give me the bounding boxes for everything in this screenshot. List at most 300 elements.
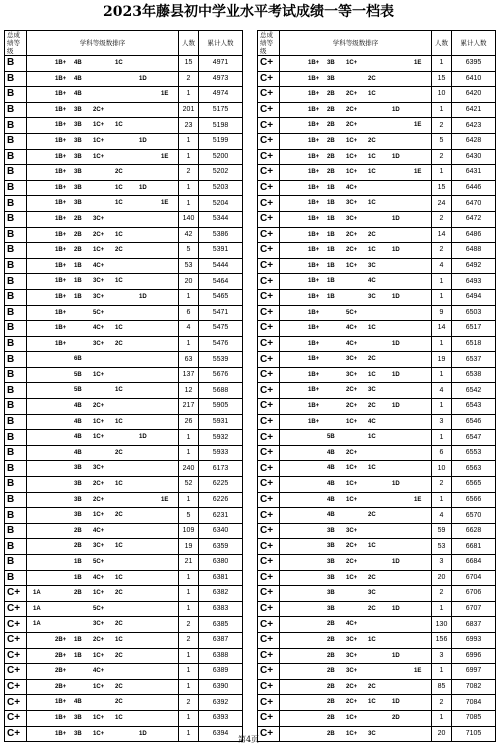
cumulative-cell: 5471: [199, 305, 243, 321]
cumulative-cell: 5933: [199, 445, 243, 461]
table-row: [5, 586, 243, 602]
header-row: [5, 31, 243, 56]
grade-token: 2B: [327, 137, 335, 144]
grade-token: 1C+: [93, 652, 105, 659]
count-cell: 1: [179, 445, 199, 461]
grade-token: 2C+: [346, 91, 358, 98]
table-row: [258, 445, 496, 461]
subject-combo-cell: [280, 430, 432, 446]
total-level-cell: C+: [258, 492, 280, 508]
grade-token: 1B+: [308, 137, 320, 144]
grade-token: 2C: [368, 683, 376, 690]
cumulative-cell: 6231: [199, 508, 243, 524]
grade-token: 1C: [368, 465, 376, 472]
grade-token: 1B+: [55, 325, 67, 332]
grade-token: 4B: [327, 449, 335, 456]
grade-token: 2B+: [55, 636, 67, 643]
grade-token: 2B: [74, 527, 82, 534]
grade-token: 1B+: [55, 699, 67, 706]
grade-token: 1B: [327, 262, 335, 269]
cumulative-cell: 6381: [199, 570, 243, 586]
grade-token: 1B+: [308, 215, 320, 222]
grade-token: 2B: [327, 699, 335, 706]
cumulative-cell: 6563: [452, 461, 496, 477]
total-level-cell: B: [5, 461, 27, 477]
table-row: [5, 679, 243, 695]
count-cell: 1: [432, 102, 452, 118]
count-cell: 42: [179, 227, 199, 243]
table-row: [258, 508, 496, 524]
grade-token: 1C: [368, 200, 376, 207]
table-row: [258, 87, 496, 103]
subject-combo-cell: [27, 196, 179, 212]
page-number: 第4页: [237, 735, 260, 744]
grade-token: 1B+: [55, 60, 67, 66]
grade-token: 1A: [33, 621, 41, 628]
grade-token: 1C: [115, 418, 123, 425]
subject-combo-cell: [27, 336, 179, 352]
grade-token: 1C: [368, 153, 376, 160]
total-level-cell: C+: [258, 695, 280, 711]
grade-token: 1C+: [346, 481, 358, 488]
count-cell: 1: [432, 399, 452, 415]
grade-token: 1B+: [308, 309, 320, 316]
total-level-cell: C+: [5, 586, 27, 602]
total-level-cell: B: [5, 71, 27, 87]
subject-combo-cell: [27, 133, 179, 149]
count-cell: 1: [179, 87, 199, 103]
total-level-cell: C+: [258, 149, 280, 165]
grade-token: 1C: [115, 278, 123, 285]
grade-token: 1C+: [93, 137, 105, 144]
table-row: [258, 648, 496, 664]
table-row: [258, 367, 496, 383]
grade-token: 1C: [368, 91, 376, 98]
table-row: [258, 523, 496, 539]
grade-token: 1B+: [55, 153, 67, 160]
grade-token: 1C: [115, 200, 123, 207]
table-row: [258, 352, 496, 368]
table-row: [258, 305, 496, 321]
cumulative-cell: 5932: [199, 430, 243, 446]
grade-token: 1C+: [346, 169, 358, 176]
table-row: [258, 555, 496, 571]
header-count: 人数: [179, 31, 199, 56]
grade-token: 1C: [115, 122, 123, 129]
grade-token: 1A: [33, 590, 41, 597]
grade-token: 1B+: [55, 278, 67, 285]
count-cell: 23: [179, 118, 199, 134]
table-row: [5, 118, 243, 134]
grade-token: 2B: [74, 231, 82, 238]
subject-combo-cell: [280, 508, 432, 524]
table-row: [258, 243, 496, 259]
total-level-cell: C+: [5, 632, 27, 648]
grade-token: 1B+: [55, 215, 67, 222]
grade-token: 1B+: [55, 247, 67, 254]
cumulative-cell: 6553: [452, 445, 496, 461]
table-row: [258, 258, 496, 274]
grade-token: 2C: [115, 683, 123, 690]
cumulative-cell: 6546: [452, 414, 496, 430]
subject-combo-cell: [27, 165, 179, 181]
grade-token: 1B+: [308, 106, 320, 113]
cumulative-cell: 6380: [199, 555, 243, 571]
grade-token: 1C+: [93, 434, 105, 441]
cumulative-cell: 6628: [452, 523, 496, 539]
total-level-cell: C+: [258, 555, 280, 571]
grade-token: 2C: [115, 169, 123, 176]
total-level-cell: B: [5, 289, 27, 305]
grade-token: 2B: [327, 668, 335, 675]
grade-token: 1B: [74, 636, 82, 643]
cumulative-cell: 6173: [199, 461, 243, 477]
grade-token: 3C: [368, 730, 376, 737]
grade-token: 1D: [139, 293, 147, 300]
total-level-cell: B: [5, 196, 27, 212]
grade-token: 1C: [115, 60, 123, 66]
subject-combo-cell: [27, 383, 179, 399]
table-row: [5, 274, 243, 290]
grade-token: 4B: [327, 481, 335, 488]
grade-token: 1D: [139, 184, 147, 191]
table-row: [5, 648, 243, 664]
grade-token: 1C: [368, 371, 376, 378]
cumulative-cell: 6470: [452, 196, 496, 212]
grade-token: 4B: [327, 496, 335, 503]
count-cell: 1: [179, 430, 199, 446]
cumulative-cell: 6542: [452, 383, 496, 399]
cumulative-cell: 5202: [199, 165, 243, 181]
cumulative-cell: 6503: [452, 305, 496, 321]
cumulative-cell: 6517: [452, 321, 496, 337]
table-row: [258, 102, 496, 118]
grade-token: 1C: [115, 636, 123, 643]
grade-token: 1C: [115, 387, 123, 394]
table-row: [258, 180, 496, 196]
grade-token: 1C: [115, 184, 123, 191]
count-cell: 2: [179, 695, 199, 711]
count-cell: 4: [432, 383, 452, 399]
grade-token: 4B: [327, 465, 335, 472]
total-level-cell: C+: [258, 321, 280, 337]
cumulative-cell: 7085: [452, 710, 496, 726]
cumulative-cell: 6383: [199, 601, 243, 617]
grade-token: 1C+: [93, 714, 105, 721]
subject-combo-cell: [27, 461, 179, 477]
subject-combo-cell: [27, 367, 179, 383]
subject-combo-cell: [280, 695, 432, 711]
grade-token: 1E: [414, 122, 422, 129]
cumulative-cell: 5344: [199, 211, 243, 227]
cumulative-cell: 6385: [199, 617, 243, 633]
count-cell: 19: [179, 539, 199, 555]
total-level-cell: C+: [258, 243, 280, 259]
grade-token: 1C: [115, 325, 123, 332]
grade-token: 1D: [139, 75, 147, 82]
grade-token: 3B: [74, 153, 82, 160]
subject-combo-cell: [27, 414, 179, 430]
subject-combo-cell: [27, 445, 179, 461]
total-level-cell: C+: [258, 586, 280, 602]
subject-combo-cell: [280, 539, 432, 555]
subject-combo-cell: [27, 492, 179, 508]
cumulative-cell: 7084: [452, 695, 496, 711]
subject-combo-cell: [280, 87, 432, 103]
subject-combo-cell: [280, 461, 432, 477]
grade-token: 3C+: [346, 668, 358, 675]
count-cell: 6: [179, 305, 199, 321]
cumulative-cell: 6410: [452, 71, 496, 87]
total-level-cell: C+: [258, 664, 280, 680]
grade-token: 2C: [368, 231, 376, 238]
subject-combo-cell: [280, 477, 432, 493]
grade-token: 5B: [327, 434, 335, 441]
count-cell: 109: [179, 523, 199, 539]
subject-combo-cell: [280, 165, 432, 181]
table-row: [5, 523, 243, 539]
grade-token: 2C: [115, 590, 123, 597]
grade-token: 2C: [115, 512, 123, 519]
cumulative-cell: 6395: [452, 56, 496, 72]
grade-token: 3B: [74, 730, 82, 737]
count-cell: 1: [432, 430, 452, 446]
subject-combo-cell: [27, 56, 179, 72]
grade-token: 1C+: [346, 137, 358, 144]
grade-token: 5C+: [93, 559, 105, 565]
table-row: [258, 617, 496, 633]
grade-token: 1B+: [308, 184, 320, 191]
grade-token: 3B: [74, 465, 82, 472]
grade-token: 1B: [74, 278, 82, 285]
grade-token: 4C+: [346, 184, 358, 191]
grade-token: 1B: [327, 184, 335, 191]
total-level-cell: B: [5, 180, 27, 196]
grade-token: 3B: [74, 512, 82, 519]
header-combo: 学科等级数排序: [280, 31, 432, 56]
grade-token: 1E: [161, 153, 169, 160]
count-cell: 59: [432, 523, 452, 539]
count-cell: 1: [432, 165, 452, 181]
cumulative-cell: 6684: [452, 555, 496, 571]
subject-combo-cell: [280, 710, 432, 726]
count-cell: 1: [432, 664, 452, 680]
table-row: [258, 118, 496, 134]
cumulative-cell: 6387: [199, 632, 243, 648]
subject-combo-cell: [280, 664, 432, 680]
subject-combo-cell: [280, 71, 432, 87]
grade-token: 3B: [327, 527, 335, 534]
grade-token: 4C: [368, 278, 376, 285]
grade-token: 5B: [74, 387, 82, 394]
total-level-cell: C+: [258, 133, 280, 149]
table-row: [258, 461, 496, 477]
grade-token: 2B: [327, 714, 335, 721]
total-level-cell: C+: [258, 305, 280, 321]
grade-token: 2C: [115, 449, 123, 456]
subject-combo-cell: [27, 632, 179, 648]
count-cell: 2: [179, 617, 199, 633]
table-row: [5, 211, 243, 227]
table-row: [5, 71, 243, 87]
header-cum: 累计人数: [452, 31, 496, 56]
subject-combo-cell: [280, 617, 432, 633]
grade-token: 2C: [368, 137, 376, 144]
cumulative-cell: 6493: [452, 274, 496, 290]
cumulative-cell: 5204: [199, 196, 243, 212]
cumulative-cell: 6340: [199, 523, 243, 539]
grade-token: 2B+: [55, 652, 67, 659]
count-cell: 1: [432, 336, 452, 352]
cumulative-cell: 6543: [452, 399, 496, 415]
count-cell: 15: [179, 56, 199, 72]
table-row: [5, 570, 243, 586]
table-row: [258, 321, 496, 337]
grade-token: 1B: [327, 231, 335, 238]
subject-combo-cell: [280, 648, 432, 664]
table-row: [5, 56, 243, 72]
grade-token: 1B+: [308, 356, 320, 363]
count-cell: 1: [179, 601, 199, 617]
cumulative-cell: 5200: [199, 149, 243, 165]
header-row: [258, 31, 496, 56]
total-level-cell: C+: [5, 695, 27, 711]
cumulative-cell: 6446: [452, 180, 496, 196]
cumulative-cell: 5475: [199, 321, 243, 337]
grade-token: 3C+: [346, 371, 358, 378]
subject-combo-cell: [280, 274, 432, 290]
grade-token: 3C+: [93, 215, 105, 222]
subject-combo-cell: [280, 196, 432, 212]
subject-combo-cell: [280, 133, 432, 149]
grade-token: 4B: [74, 403, 82, 410]
grade-token: 1E: [161, 91, 169, 98]
cumulative-cell: 5198: [199, 118, 243, 134]
subject-combo-cell: [280, 601, 432, 617]
table-row: [5, 243, 243, 259]
table-row: [258, 133, 496, 149]
table-row: [258, 679, 496, 695]
table-row: [5, 165, 243, 181]
count-cell: 4: [179, 321, 199, 337]
grade-token: 1C: [368, 169, 376, 176]
cumulative-cell: 4973: [199, 71, 243, 87]
count-cell: 20: [432, 570, 452, 586]
table-row: [5, 196, 243, 212]
grade-token: 1C: [368, 636, 376, 643]
count-cell: 2: [432, 211, 452, 227]
total-level-cell: B: [5, 539, 27, 555]
grade-token: 1B: [327, 247, 335, 254]
table-row: [258, 586, 496, 602]
grade-token: 1E: [414, 668, 422, 675]
cumulative-cell: 6537: [452, 352, 496, 368]
grade-token: 5B: [74, 371, 82, 378]
grade-token: 2C+: [93, 636, 105, 643]
grade-token: 1D: [392, 293, 400, 300]
grade-token: 3C+: [93, 340, 105, 347]
count-cell: 4: [432, 258, 452, 274]
grade-token: 4C+: [346, 340, 358, 347]
table-row: [5, 695, 243, 711]
grade-token: 2C: [368, 512, 376, 519]
subject-combo-cell: [27, 399, 179, 415]
total-level-cell: B: [5, 445, 27, 461]
grade-token: 5C+: [93, 309, 105, 316]
subject-combo-cell: [27, 289, 179, 305]
total-level-cell: C+: [258, 601, 280, 617]
grade-token: 1C+: [346, 496, 358, 503]
count-cell: 1: [179, 289, 199, 305]
total-level-cell: B: [5, 102, 27, 118]
cumulative-cell: 6428: [452, 133, 496, 149]
total-level-cell: B: [5, 243, 27, 259]
grade-token: 1C: [368, 699, 376, 706]
count-cell: 2: [179, 165, 199, 181]
table-row: [5, 477, 243, 493]
cumulative-cell: 6394: [199, 726, 243, 742]
cumulative-cell: 6494: [452, 289, 496, 305]
table-row: [258, 632, 496, 648]
cumulative-cell: 6681: [452, 539, 496, 555]
cumulative-cell: 6390: [199, 679, 243, 695]
total-level-cell: C+: [258, 570, 280, 586]
cumulative-cell: 6570: [452, 508, 496, 524]
grade-token: 2B: [327, 122, 335, 129]
grade-token: 2C: [368, 403, 376, 410]
grade-token: 2C+: [346, 449, 358, 456]
cumulative-cell: 5203: [199, 180, 243, 196]
table-row: [5, 508, 243, 524]
subject-combo-cell: [27, 305, 179, 321]
table-row: [258, 570, 496, 586]
total-level-cell: C+: [258, 508, 280, 524]
grade-token: 1B: [327, 278, 335, 285]
subject-combo-cell: [280, 399, 432, 415]
grade-token: 3C: [368, 262, 376, 269]
grade-token: 1C+: [93, 122, 105, 129]
table-row: [258, 71, 496, 87]
count-cell: 63: [179, 352, 199, 368]
subject-combo-cell: [27, 695, 179, 711]
grade-token: 3B: [327, 559, 335, 565]
total-level-cell: B: [5, 414, 27, 430]
grade-token: 1E: [414, 60, 422, 66]
grade-token: 1C+: [346, 418, 358, 425]
cumulative-cell: 6707: [452, 601, 496, 617]
grade-token: 1B+: [308, 153, 320, 160]
grade-token: 1B+: [308, 169, 320, 176]
grade-token: 2C+: [346, 231, 358, 238]
grade-token: 1C: [115, 543, 123, 550]
grade-token: 3C+: [346, 527, 358, 534]
count-cell: 14: [432, 321, 452, 337]
grade-token: 2C+: [93, 496, 105, 503]
cumulative-cell: 5444: [199, 258, 243, 274]
table-row: [5, 555, 243, 571]
subject-combo-cell: [27, 648, 179, 664]
count-cell: 15: [432, 180, 452, 196]
grade-token: 4B: [74, 699, 82, 706]
total-level-cell: B: [5, 367, 27, 383]
count-cell: 5: [179, 243, 199, 259]
grade-token: 4C+: [93, 262, 105, 269]
total-level-cell: C+: [258, 336, 280, 352]
subject-combo-cell: [27, 352, 179, 368]
grade-token: 1B: [74, 652, 82, 659]
count-cell: 5: [432, 133, 452, 149]
count-cell: 14: [432, 227, 452, 243]
